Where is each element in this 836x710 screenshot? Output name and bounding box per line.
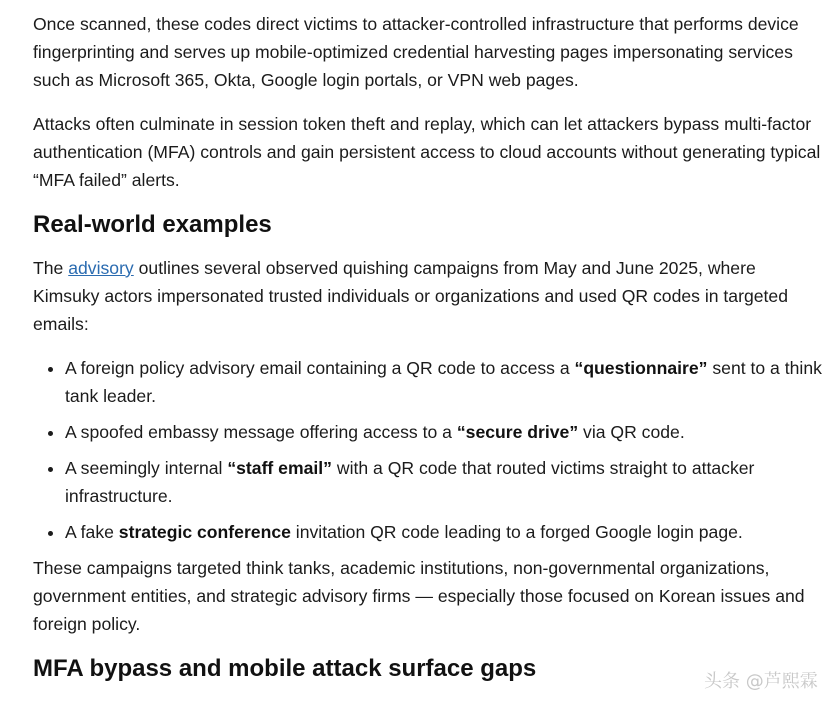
intro-text-before: The (33, 258, 69, 278)
item-text: A fake (65, 522, 119, 542)
item-bold-text: “questionnaire” (574, 358, 708, 378)
item-bold-text: “staff email” (227, 458, 332, 478)
item-bold-text: strategic conference (118, 522, 291, 542)
intro-text-after: outlines several observed quishing campaigns from May and June 2025, where Kimsuky actors impersonated trusted individuals or organizations and used QR codes in targeted emails: (33, 258, 788, 334)
paragraph-advisory-intro (33, 254, 823, 338)
item-text: A spoofed embassy message offering access to a (65, 422, 457, 442)
paragraph-scan-infrastructure: Once scanned, these codes direct victims to attacker-controlled infrastructure that performs device fingerprinting and serves up mobile-optimized credential harvesting pages impersonating services such as Microsoft 365, Okta, Google login portals, or VPN web pages. (33, 14, 799, 90)
paragraph-campaign-targets: These campaigns targeted think tanks, academic institutions, non-governmental organizations, government entities, and strategic advisory firms — especially those focused on Korean issues and foreign policy. (33, 558, 805, 634)
heading-real-world-examples: Real-world examples (33, 211, 272, 238)
watermark-text: 头条 @芦熙霖 (704, 671, 818, 692)
item-bold-text: “secure drive” (456, 422, 579, 442)
list-item (65, 518, 823, 546)
article-body (33, 10, 823, 698)
paragraph-session-token-theft: Attacks often culminate in session token theft and replay, which can let attackers bypass multi-factor authentication (MFA) controls and gain persistent access to cloud accounts without generating typical “MFA failed” alerts. (33, 114, 821, 190)
item-text: with a QR code that routed victims straight to attacker infrastructure. (65, 458, 755, 506)
list-item (65, 418, 823, 446)
item-text: sent to a think tank leader. (65, 358, 822, 406)
item-text: A seemingly internal (65, 458, 228, 478)
item-text: via QR code. (578, 422, 685, 442)
examples-list (33, 354, 823, 546)
list-item (65, 454, 823, 510)
advisory-link[interactable]: advisory (68, 258, 134, 278)
list-item (65, 354, 823, 410)
heading-mfa-bypass: MFA bypass and mobile attack surface gaps (33, 655, 537, 682)
item-text: A foreign policy advisory email containing a QR code to access a (65, 358, 575, 378)
item-text: invitation QR code leading to a forged Google login page. (290, 522, 743, 542)
